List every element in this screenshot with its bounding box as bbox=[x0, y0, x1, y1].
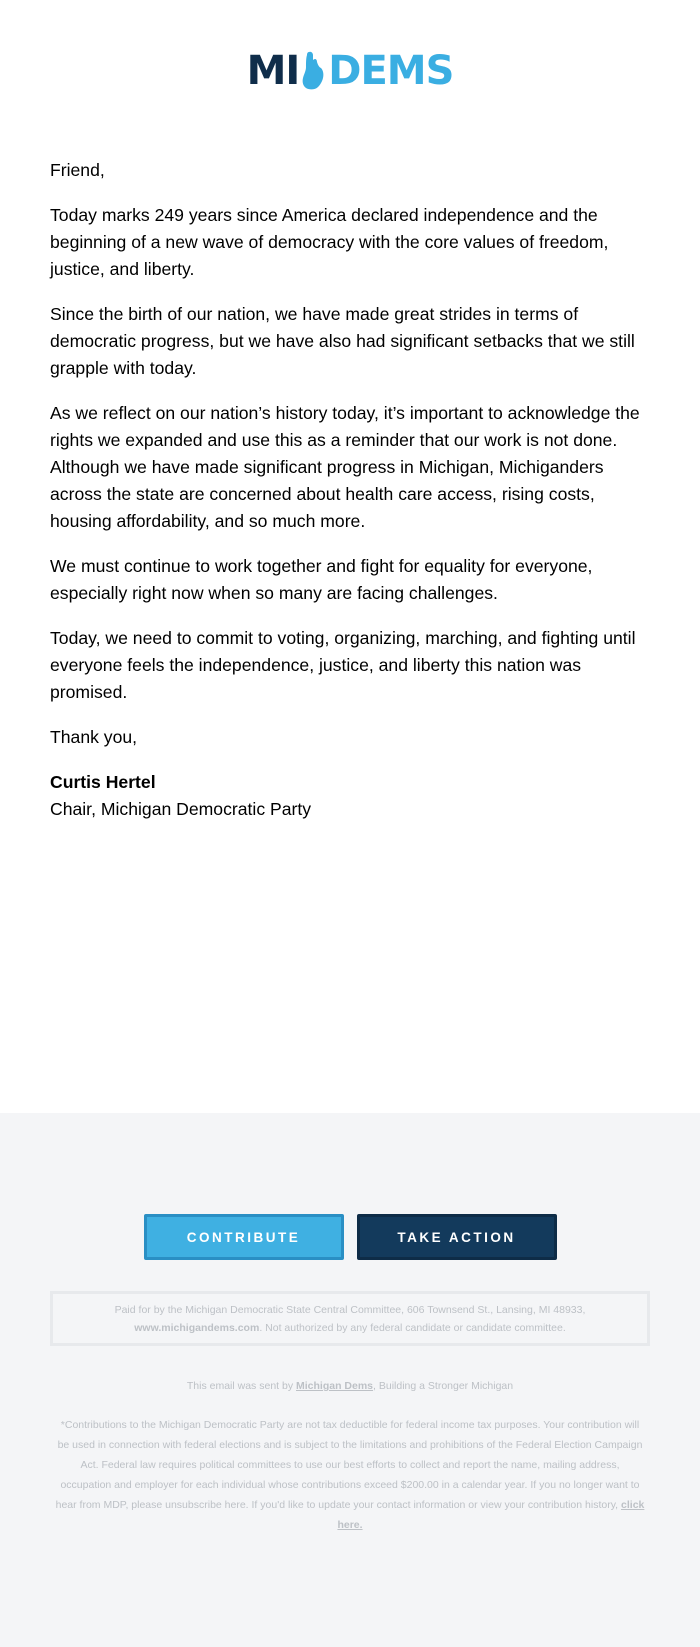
paid-for-disclaimer bbox=[50, 1291, 650, 1346]
paid-for-text: Paid for by the Michigan Democratic State Central Committee, 606 Townsend St., Lansing, MI 48933, bbox=[114, 1303, 586, 1316]
logo-dems-text: DEMS bbox=[328, 48, 454, 94]
closing: Thank you, bbox=[50, 727, 138, 747]
signature-name: Curtis Hertel bbox=[50, 772, 156, 792]
take-action-button[interactable]: TAKE ACTION bbox=[357, 1214, 557, 1260]
footer bbox=[0, 1113, 700, 1647]
michigan-dems-link[interactable]: Michigan Dems bbox=[296, 1380, 374, 1392]
cta-buttons bbox=[0, 1214, 700, 1260]
michigan-map-icon bbox=[300, 51, 326, 91]
greeting: Friend, bbox=[50, 160, 105, 180]
authorization-line bbox=[134, 1319, 566, 1337]
paragraph-independence: Today marks 249 years since America declared independence and the beginning of a new wave of democracy with the core values of freedom, justice, and liberty. bbox=[50, 205, 609, 279]
fine-print bbox=[55, 1415, 645, 1535]
website-link[interactable]: www.michigandems.com bbox=[134, 1321, 260, 1334]
paragraph-commit: Today, we need to commit to voting, organizing, marching, and fighting until everyone feels the independence, justice, and liberty this nation was promised. bbox=[50, 628, 636, 702]
logo-mi-text: MI bbox=[246, 48, 300, 94]
paragraph-reflect: As we reflect on our nation’s history today, it’s important to acknowledge the rights we expanded and use this as a reminder that our work is not done. Although we have made significant progress in Michigan, Michiganders across the state are concerned about health care access, rising costs, housing affordability, and so much more. bbox=[50, 403, 640, 531]
contribute-button[interactable]: CONTRIBUTE bbox=[144, 1214, 344, 1260]
sent-by-line bbox=[0, 1377, 700, 1395]
fine-print-text: *Contributions to the Michigan Democratic Party are not tax deductible for federal income tax purposes. Your contribution will be used in connection with federal elections and is subject to the limitations and prohibitions of the Federal Election Campaign Act. Federal law requires political committees to use our best efforts to collect and report the name, mailing address, occupation and employer for each individual whose contributions exceed $200.00 in a calendar year. If you no longer want to hear from MDP, please unsubscribe here. If you'd like to update your contact information or view your contribution history, bbox=[55, 1419, 643, 1511]
header bbox=[0, 48, 700, 94]
sent-by-suffix: , Building a Stronger Michigan bbox=[373, 1380, 514, 1392]
click-here-link[interactable]: click here. bbox=[337, 1499, 645, 1531]
paragraph-equality: We must continue to work together and fight for equality for everyone, especially right now when so many are facing challenges. bbox=[50, 556, 603, 603]
paragraph-progress: Since the birth of our nation, we have made great strides in terms of democratic progress, but we have also had significant setbacks that we still grapple with today. bbox=[50, 304, 635, 378]
signature-title: Chair, Michigan Democratic Party bbox=[50, 799, 312, 819]
sent-by-prefix: This email was sent by bbox=[186, 1380, 296, 1392]
mi-dems-logo[interactable] bbox=[247, 48, 454, 94]
not-authorized-text: . Not authorized by any federal candidate or candidate committee. bbox=[259, 1321, 566, 1334]
letter-body bbox=[50, 157, 660, 841]
signature bbox=[50, 769, 660, 823]
